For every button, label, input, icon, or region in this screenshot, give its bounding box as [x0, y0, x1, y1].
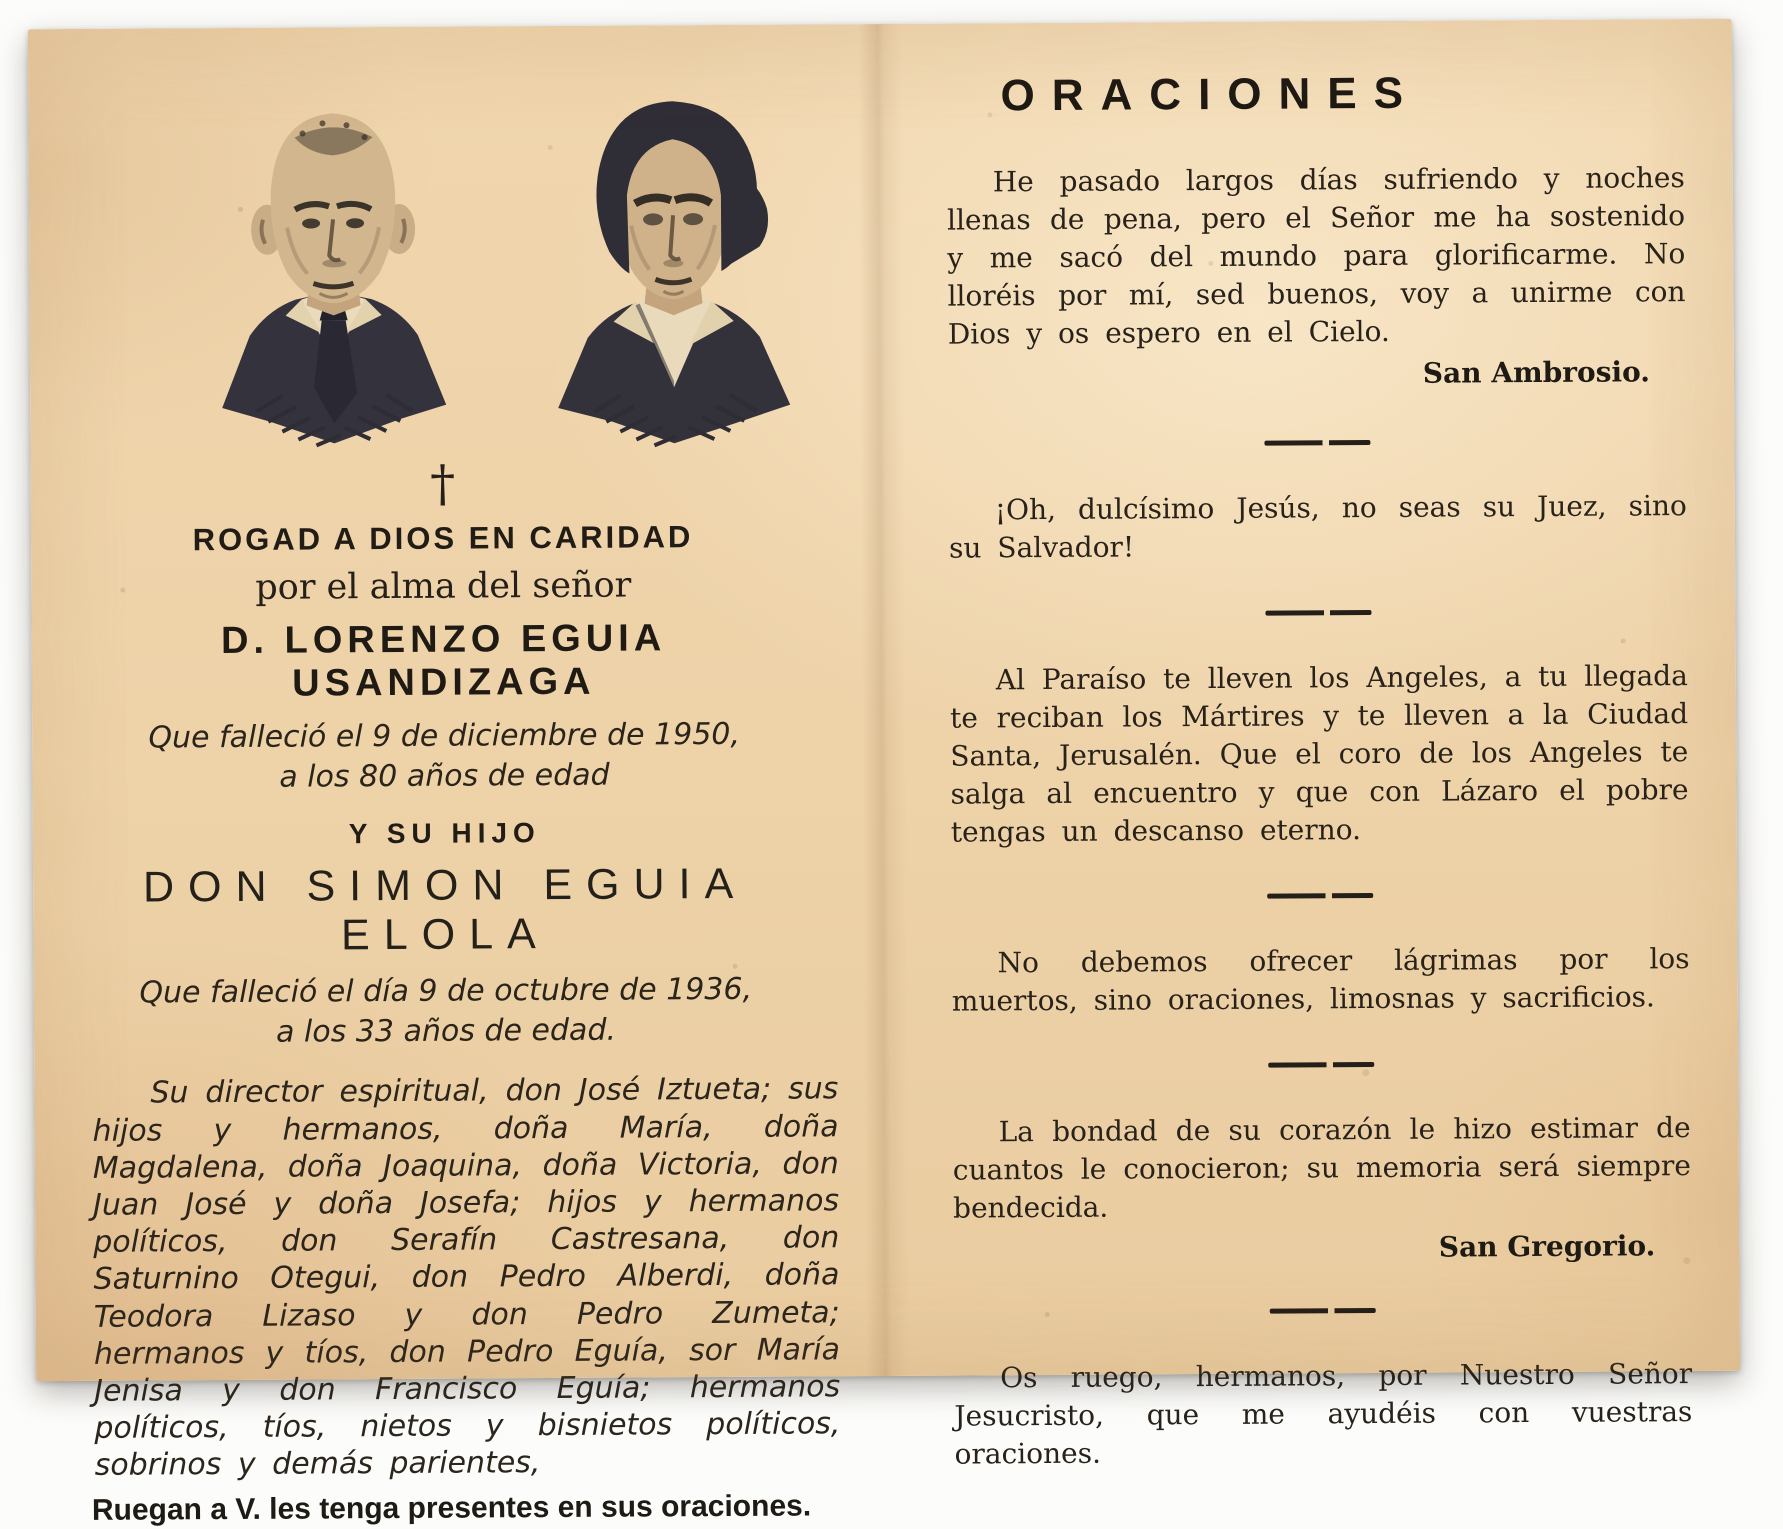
prayer-paragraph: He pasado largos días sufriendo y noches llenas de pena, pero el Señor me ha sostenido y me sacó del mundo para glorificarme. No lloréis por mí, sed buenos, voy a unirme con Dios y os espero en el Cielo. — [946, 161, 1686, 351]
section-divider — [1264, 440, 1370, 446]
left-page-text — [69, 456, 821, 1053]
for-the-soul-line: por el alma del señor — [255, 565, 632, 608]
page-left — [28, 24, 888, 1528]
father-death-age: a los 80 años de edad — [279, 757, 610, 795]
son-death-date: Que falleció el día 9 de octubre de 1936, — [139, 971, 753, 1011]
cross-icon: † — [429, 454, 456, 513]
son-death-details — [72, 970, 820, 1054]
portrait-young-man-photo — [522, 74, 824, 448]
father-death-details — [70, 714, 818, 798]
section-divider — [1267, 893, 1373, 899]
prayer-paragraph: ¡Oh, dulcísimo Jesús, no seas su Juez, sino su Salvador! — [948, 489, 1687, 566]
deceased-name-father: D. LORENZO EGUIA USANDIZAGA — [220, 617, 667, 705]
prayer-paragraph: No debemos ofrecer lágrimas por los muertos, sino oraciones, limosnas y sacrificios. — [951, 942, 1690, 1018]
prayer-paragraph: Os ruego, hermanos, por Nuestro Señor Jesucristo, que me ayudéis con vuestras oraciones. — [954, 1357, 1693, 1472]
section-divider — [1270, 1308, 1376, 1314]
section-divider — [1265, 610, 1371, 616]
young-head — [595, 101, 768, 316]
portrait-elder-man-photo — [182, 76, 484, 450]
right-page-text — [880, 67, 1741, 1475]
attribution-san-ambrosio: San Ambrosio. — [1422, 355, 1651, 391]
son-death-age: a los 33 años de edad. — [275, 1012, 617, 1050]
memorial-card — [28, 19, 1740, 1528]
invocation-heading: ROGAD A DIOS EN CARIDAD — [192, 519, 694, 558]
prayer-paragraph: La bondad de su corazón le hizo estimar de cuantos le conocieron; su memoria será siempre bendecida. — [952, 1111, 1691, 1225]
deceased-name-son: DON SIMON EGUIA ELOLA — [142, 860, 748, 960]
prayer-request-line: Ruegan a V. les tenga presentes en sus oraciones. — [91, 1489, 812, 1528]
elder-head — [250, 113, 415, 316]
prayer-paragraph: Al Paraíso te lleven los Angeles, a tu llegada te reciban los Mártires y te lleven a la Ciudad Santa, Jerusalén. Que el coro de los Angeles te salga al encuentro y que con Lázaro el pobre tengas un descanso eterno. — [950, 658, 1689, 849]
and-his-son-heading: Y SU HIJO — [348, 817, 541, 850]
prayers-title: ORACIONES — [1000, 68, 1421, 121]
section-divider — [1268, 1062, 1374, 1068]
family-members-paragraph: Su director espiritual, don José Iztueta; sus hijos y hermanos, doña María, doña Magdalena, doña Joaquina, doña Victoria, don Juan José y doña Josefa; hijos y hermanos políticos, don Serafín Castresana, don Saturnino Otegui, don Pedro Alberdi, doña Teodora Lizaso y don Pedro Zumeta; hermanos y tíos, don Pedro Eguía, sor María Jenisa y don Francisco Eguía; hermanos políticos, tíos, nietos y bisnietos políticos, sobrinos y demás parientes, — [92, 1071, 841, 1484]
attribution-san-gregorio: San Gregorio. — [1438, 1229, 1656, 1264]
page-right — [880, 19, 1740, 1472]
portrait-photos-row — [143, 74, 862, 450]
father-death-date: Que falleció el 9 de diciembre de 1950, — [148, 716, 741, 756]
